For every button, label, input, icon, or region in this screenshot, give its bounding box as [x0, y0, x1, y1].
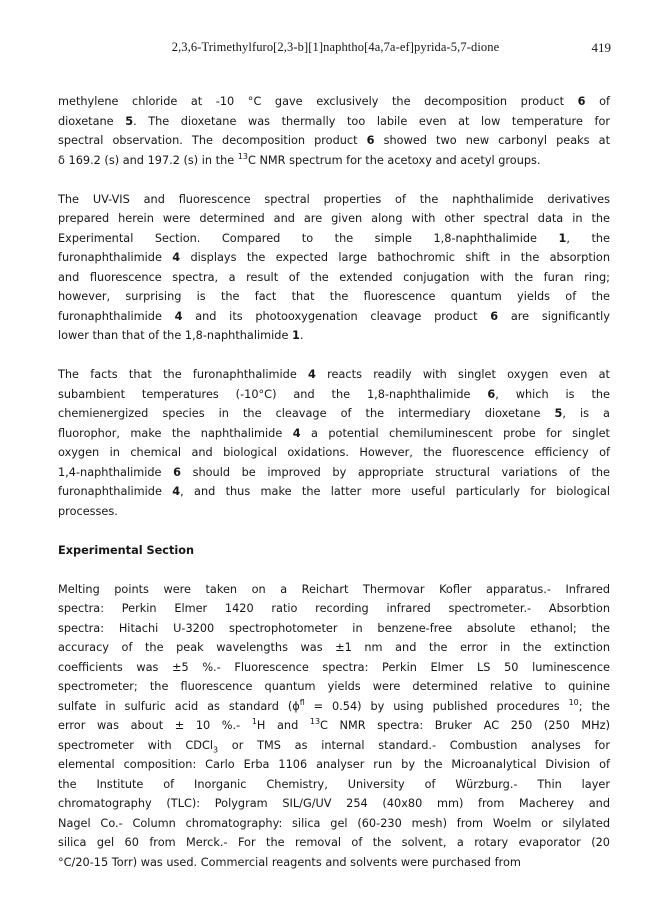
text-line: subambient temperatures (-10°C) and the 1,8-naphthalimide 6, which is the	[58, 387, 610, 401]
paragraph-experimental	[58, 580, 610, 873]
text-line: The facts that the furonaphthalimide 4 reacts readily with singlet oxygen even at	[58, 368, 610, 381]
text-line: °C/20-15 Torr) was used. Commercial reagents and solvents were purchased from	[58, 855, 521, 869]
text-line: Nagel Co.- Column chromatography: silica gel (60-230 mesh) from Woelm or silylated	[58, 816, 610, 830]
text-line: Melting points were taken on a Reichart Thermovar Kofler apparatus.- Infrared	[58, 582, 610, 596]
section-heading: Experimental Section	[58, 543, 195, 557]
text-line: spectrometer with CDCl$_3$ or TMS as internal standard.- Combustion analyses for	[58, 738, 610, 754]
paragraph-dioxetane	[58, 92, 610, 170]
text-line: spectra: Hitachi U-3200 spectrophotometer in benzene-free absolute ethanol; the	[58, 621, 610, 635]
text-line: furonaphthalimide 4 displays the expected large bathochromic shift in the absorption	[58, 251, 610, 264]
text-line: and fluorescence spectra, a result of the extended conjugation with the furan ring;	[58, 270, 610, 284]
page-number: 419	[591, 40, 611, 55]
text-line: spectra: Perkin Elmer 1420 ratio recording infrared spectrometer.- Absorbtion	[58, 602, 610, 615]
text-line: 1,4-naphthalimide 6 should be improved by appropriate structural variations of the	[58, 465, 610, 479]
paragraph-chemiluminescent-probe	[58, 365, 610, 521]
text-line: spectral observation. The decomposition product 6 showed two new carbonyl peaks at	[58, 134, 610, 147]
text-line: sulfate in sulfuric acid as standard $(\phi^{fl} = 0.54)$ by using published procedures $^{10}$; the	[58, 697, 611, 713]
text-line: silica gel 60 from Merck.- For the removal of the solvent, a rotary evaporator (20	[58, 836, 610, 849]
text-line: spectrometer; the fluorescence quantum yields were determined relative to quinine	[58, 680, 610, 693]
text-line: processes.	[58, 504, 118, 518]
text-line: coefficients was ±5 %.- Fluorescence spectra: Perkin Elmer LS 50 luminescence	[58, 660, 610, 674]
text-line: however, surprising is the fact that the fluorescence quantum yields of the	[58, 290, 610, 303]
text-line: lower than that of the 1,8-naphthalimide 1.	[58, 329, 304, 342]
text-line: elemental composition: Carlo Erba 1106 analyser run by the Microanalytical Division of	[58, 758, 610, 771]
text-line: dioxetane 5. The dioxetane was thermally too labile even at low temperature for	[58, 114, 610, 128]
text-line: The UV-VIS and fluorescence spectral properties of the naphthalimide derivatives	[58, 192, 610, 206]
text-line: Experimental Section. Compared to the simple 1,8-naphthalimide 1, the	[58, 231, 610, 245]
text-line: furonaphthalimide 4, and thus make the latter more useful particularly for biological	[58, 485, 610, 498]
text-line: chromatography (TLC): Polygram SIL/G/UV 254 (40x80 mm) from Macherey and	[58, 797, 610, 810]
text-line: methylene chloride at -10 °C gave exclusively the decomposition product 6 of	[58, 95, 610, 108]
text-line: fluorophor, make the naphthalimide 4 a potential chemiluminescent probe for singlet	[58, 426, 610, 440]
text-line: prepared herein were determined and are given along with other spectral data in the	[58, 212, 610, 225]
paragraph-spectral-properties	[58, 190, 610, 346]
text-line: δ 169.2 (s) and 197.2 (s) in the $^{13}$C NMR spectrum for the acetoxy and acetyl groups.	[58, 151, 541, 167]
text-line: error was about ± 10 %.- $^1$H and $^{13}$C NMR spectra: Bruker AC 250 (250 MHz)	[58, 717, 610, 732]
text-line: the Institute of Inorganic Chemistry, University of Würzburg.- Thin layer	[58, 777, 610, 791]
page-header	[58, 40, 613, 58]
running-title: 2,3,6-Trimethylfuro[2,3-b][1]naphtho[4a,7a-ef]pyrida-5,7-dione	[171, 40, 500, 54]
body-text	[58, 92, 610, 892]
text-line: chemienergized species in the cleavage of the intermediary dioxetane 5, is a	[58, 407, 610, 420]
text-line: oxygen in chemical and biological oxidations. However, the fluorescence efficiency of	[58, 446, 610, 459]
text-line: accuracy of the peak wavelengths was ±1 nm and the error in the extinction	[58, 641, 610, 654]
text-line: furonaphthalimide 4 and its photooxygenation cleavage product 6 are significantly	[58, 309, 610, 323]
